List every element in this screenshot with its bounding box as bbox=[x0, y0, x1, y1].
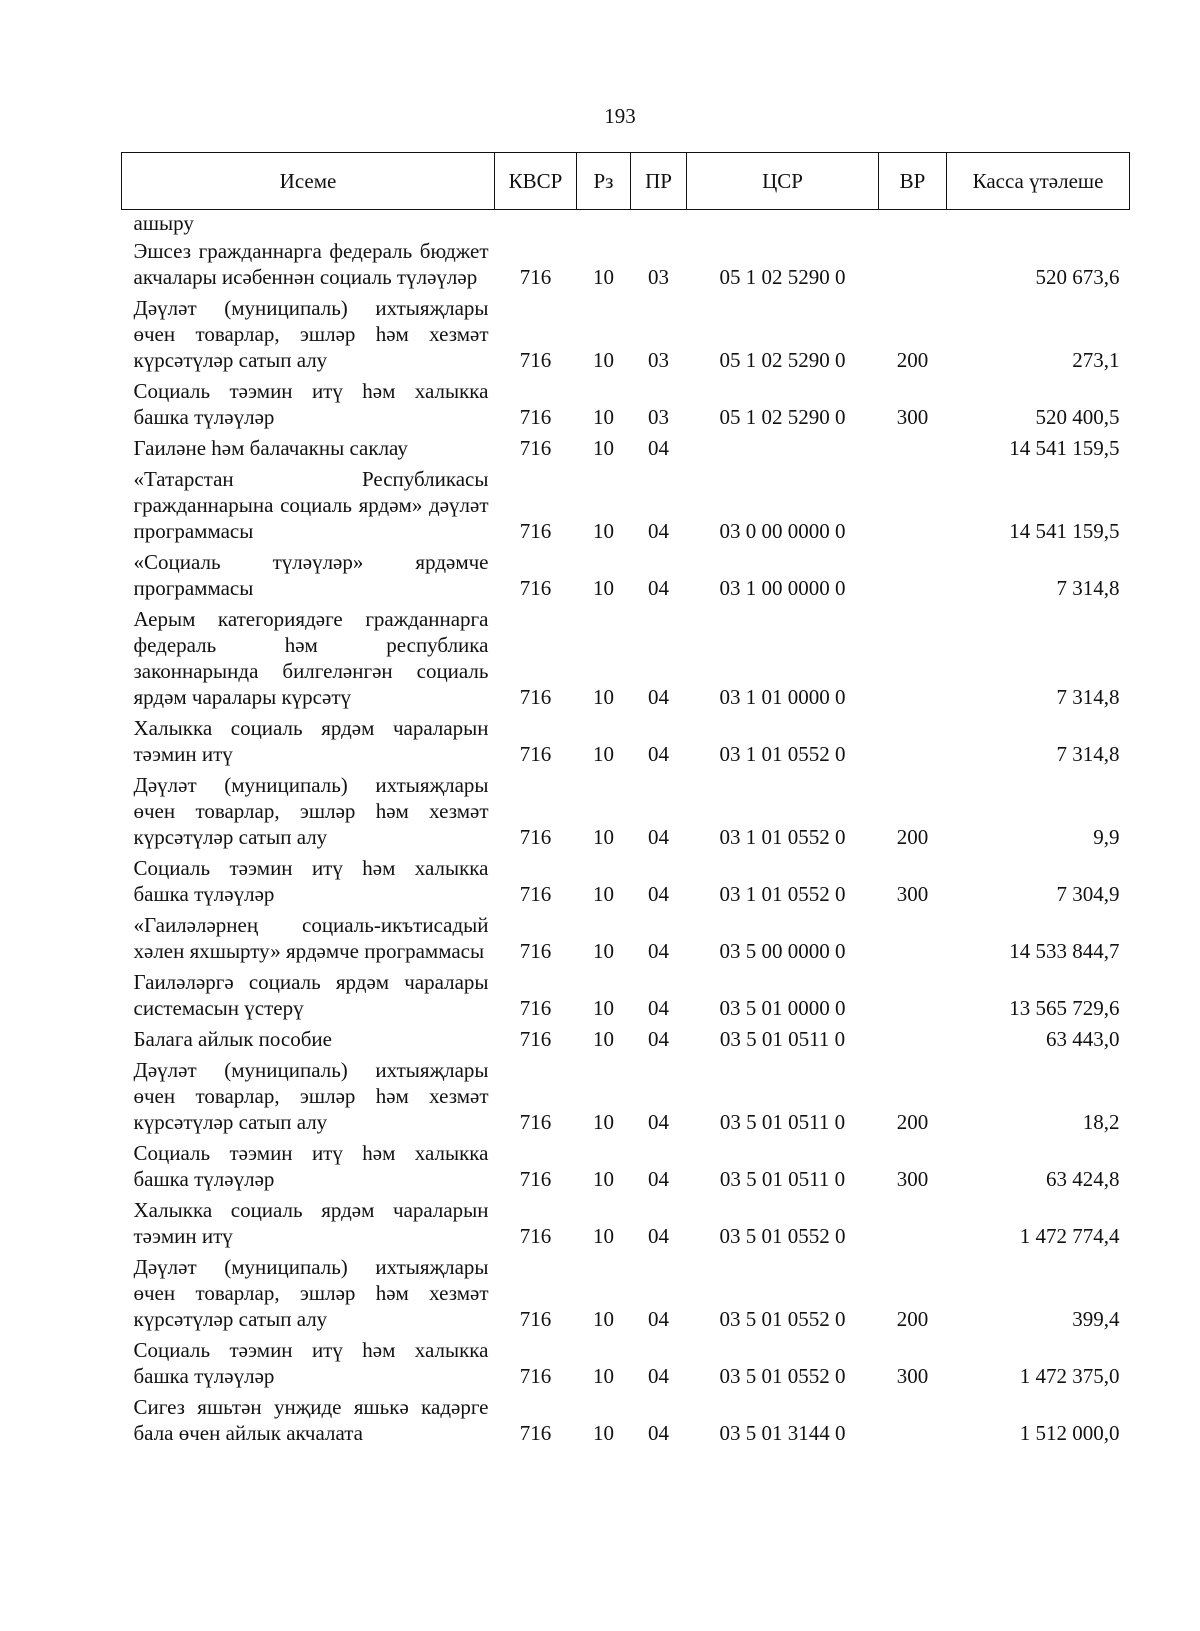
cell-rz: 10 bbox=[593, 882, 614, 906]
cell-pr: 04 bbox=[648, 1167, 669, 1191]
cell-vr bbox=[879, 1392, 947, 1449]
cell-pr: 03 bbox=[648, 265, 669, 289]
column-header-name: Исеме bbox=[122, 153, 495, 210]
cell-rz: 10 bbox=[593, 825, 614, 849]
cell-rz: 10 bbox=[593, 1027, 614, 1051]
cell-vr bbox=[879, 433, 947, 464]
cell-vr: 300 bbox=[896, 405, 929, 429]
table-row bbox=[122, 1392, 1130, 1449]
table-row bbox=[122, 547, 1130, 604]
cell-name: Сигез яшьтән унҗиде яшькә кадәрге бала өчен айлык акчалата bbox=[133, 1395, 489, 1445]
cell-amount: 9,9 bbox=[1093, 825, 1120, 849]
cell-name: Социаль тәэмин итү һәм халыкка башка түләүләр bbox=[133, 856, 489, 906]
cell-name: Социаль тәэмин итү һәм халыкка башка түләүләр bbox=[133, 1141, 489, 1191]
cell-rz: 10 bbox=[593, 1224, 614, 1248]
cell-vr bbox=[879, 236, 947, 293]
cell-pr: 04 bbox=[648, 576, 669, 600]
cell-kvsr: 716 bbox=[519, 519, 552, 543]
cell-csr: 03 1 01 0000 0 bbox=[719, 685, 846, 709]
column-header-pr: ПР bbox=[631, 153, 687, 210]
cell-name: Эшсез гражданнарга федераль бюджет акчалары исәбеннән социаль түләүләр bbox=[133, 239, 489, 289]
cell-kvsr: 716 bbox=[519, 1364, 552, 1388]
cell-name: Балага айлык пособие bbox=[133, 1027, 332, 1051]
cell-pr: 03 bbox=[648, 405, 669, 429]
table-row bbox=[122, 713, 1130, 770]
cell-vr: 200 bbox=[896, 348, 929, 372]
cell-name: Дәүләт (муниципаль) ихтыяҗлары өчен товарлар, эшләр һәм хезмәт күрсәтүләр сатып алу bbox=[133, 773, 489, 849]
table-row bbox=[122, 853, 1130, 910]
cell-name: «Социаль түләүләр» ярдәмче программасы bbox=[133, 550, 489, 600]
column-header-rz: Рз bbox=[577, 153, 631, 210]
cell-name: Гаиләне һәм балачакны саклау bbox=[133, 436, 408, 460]
table-row bbox=[122, 1335, 1130, 1392]
cell-vr bbox=[879, 713, 947, 770]
cell-csr: 03 5 01 0511 0 bbox=[719, 1167, 846, 1191]
cell-rz: 10 bbox=[593, 1307, 614, 1331]
cell-amount: 273,1 bbox=[1072, 348, 1120, 372]
page-number: 193 bbox=[604, 104, 636, 128]
cell-amount: 7 314,8 bbox=[1056, 576, 1120, 600]
cell-rz: 10 bbox=[593, 1364, 614, 1388]
cell-kvsr: 716 bbox=[519, 265, 552, 289]
cell-amount: 520 400,5 bbox=[1035, 405, 1120, 429]
column-header-kvsr: КВСР bbox=[495, 153, 577, 210]
cell-vr: 300 bbox=[896, 882, 929, 906]
cell-csr: 03 0 00 0000 0 bbox=[719, 519, 846, 543]
cell-amount: 520 673,6 bbox=[1035, 265, 1120, 289]
table-row bbox=[122, 770, 1130, 853]
cell-pr: 04 bbox=[648, 996, 669, 1020]
cell-csr: 03 5 01 0000 0 bbox=[719, 996, 846, 1020]
cell-name: «Гаиләләрнең социаль-икътисадый хәлен яхшырту» ярдәмче программасы bbox=[133, 913, 489, 963]
cell-pr: 04 bbox=[648, 436, 669, 460]
cell-name: Гаиләләргә социаль ярдәм чаралары системасын үстерү bbox=[133, 970, 489, 1020]
cell-csr: 03 5 00 0000 0 bbox=[719, 939, 846, 963]
cell-rz: 10 bbox=[593, 519, 614, 543]
cell-pr: 04 bbox=[648, 742, 669, 766]
column-header-amount: Касса үтәлеше bbox=[947, 153, 1130, 210]
cell-pr: 03 bbox=[648, 348, 669, 372]
table-row bbox=[122, 967, 1130, 1024]
table-row bbox=[122, 433, 1130, 464]
cell-kvsr: 716 bbox=[519, 825, 552, 849]
cell-amount: 18,2 bbox=[1082, 1110, 1120, 1134]
cell-csr: 03 5 01 0552 0 bbox=[719, 1307, 846, 1331]
cell-pr: 04 bbox=[648, 1110, 669, 1134]
cell-csr: 03 5 01 0552 0 bbox=[719, 1364, 846, 1388]
cell-kvsr: 716 bbox=[519, 348, 552, 372]
cell-name: Аерым категориядәге гражданнарга федераль һәм республика законнарында билгеләнгән социаль ярдәм чаралары күрсәтү bbox=[133, 607, 489, 709]
table-row bbox=[122, 1195, 1130, 1252]
cell-pr: 04 bbox=[648, 685, 669, 709]
cell-rz: 10 bbox=[593, 996, 614, 1020]
cell-kvsr: 716 bbox=[519, 1027, 552, 1051]
table-row bbox=[122, 1252, 1130, 1335]
cell-csr: 03 5 01 3144 0 bbox=[719, 1421, 846, 1445]
cell-pr: 04 bbox=[648, 1027, 669, 1051]
cell-rz: 10 bbox=[593, 1167, 614, 1191]
cell-csr bbox=[687, 433, 879, 464]
cell-amount: 63 443,0 bbox=[1046, 1027, 1120, 1051]
continuation-text: ашыру bbox=[133, 211, 194, 235]
cell-rz: 10 bbox=[593, 405, 614, 429]
table-row bbox=[122, 236, 1130, 293]
cell-kvsr: 716 bbox=[519, 1167, 552, 1191]
table-row bbox=[122, 1138, 1130, 1195]
cell-vr bbox=[879, 1024, 947, 1055]
table-row bbox=[122, 604, 1130, 713]
cell-amount: 14 541 159,5 bbox=[1009, 519, 1120, 543]
cell-csr: 03 1 01 0552 0 bbox=[719, 742, 846, 766]
cell-vr bbox=[879, 464, 947, 547]
cell-csr: 05 1 02 5290 0 bbox=[719, 405, 846, 429]
cell-amount: 1 472 774,4 bbox=[1019, 1224, 1120, 1248]
cell-amount: 13 565 729,6 bbox=[1009, 996, 1120, 1020]
table-body bbox=[122, 210, 1130, 1450]
table-row-continuation bbox=[122, 210, 1130, 237]
cell-vr bbox=[879, 967, 947, 1024]
cell-kvsr: 716 bbox=[519, 882, 552, 906]
cell-amount: 1 472 375,0 bbox=[1019, 1364, 1120, 1388]
cell-pr: 04 bbox=[648, 1364, 669, 1388]
cell-rz: 10 bbox=[593, 436, 614, 460]
table-row bbox=[122, 293, 1130, 376]
cell-rz: 10 bbox=[593, 742, 614, 766]
cell-pr: 04 bbox=[648, 1421, 669, 1445]
cell-rz: 10 bbox=[593, 1110, 614, 1134]
cell-kvsr: 716 bbox=[519, 576, 552, 600]
cell-csr: 03 5 01 0552 0 bbox=[719, 1224, 846, 1248]
cell-amount: 14 541 159,5 bbox=[1009, 436, 1120, 460]
cell-amount: 399,4 bbox=[1072, 1307, 1120, 1331]
cell-csr: 03 1 01 0552 0 bbox=[719, 882, 846, 906]
cell-kvsr: 716 bbox=[519, 939, 552, 963]
cell-name: Халыкка социаль ярдәм чараларын тәэмин итү bbox=[133, 1198, 489, 1248]
cell-vr bbox=[879, 1195, 947, 1252]
cell-amount: 63 424,8 bbox=[1046, 1167, 1120, 1191]
cell-name: Дәүләт (муниципаль) ихтыяҗлары өчен товарлар, эшләр һәм хезмәт күрсәтүләр сатып алу bbox=[133, 296, 489, 372]
cell-rz: 10 bbox=[593, 685, 614, 709]
cell-vr: 200 bbox=[896, 825, 929, 849]
cell-vr bbox=[879, 910, 947, 967]
table-row bbox=[122, 1055, 1130, 1138]
cell-csr: 05 1 02 5290 0 bbox=[719, 265, 846, 289]
cell-csr: 03 5 01 0511 0 bbox=[719, 1027, 846, 1051]
cell-rz: 10 bbox=[593, 576, 614, 600]
budget-table bbox=[121, 152, 1130, 1449]
cell-kvsr: 716 bbox=[519, 685, 552, 709]
cell-rz: 10 bbox=[593, 348, 614, 372]
table-header bbox=[122, 153, 1130, 210]
cell-rz: 10 bbox=[593, 1421, 614, 1445]
cell-name: Дәүләт (муниципаль) ихтыяҗлары өчен товарлар, эшләр һәм хезмәт күрсәтүләр сатып алу bbox=[133, 1058, 489, 1134]
cell-amount: 1 512 000,0 bbox=[1019, 1421, 1120, 1445]
cell-amount: 14 533 844,7 bbox=[1009, 939, 1120, 963]
cell-pr: 04 bbox=[648, 519, 669, 543]
cell-rz: 10 bbox=[593, 265, 614, 289]
cell-name: «Татарстан Республикасы гражданнарына социаль ярдәм» дәүләт программасы bbox=[133, 467, 489, 543]
cell-name: Социаль тәэмин итү һәм халыкка башка түләүләр bbox=[133, 1338, 489, 1388]
cell-kvsr: 716 bbox=[519, 742, 552, 766]
cell-kvsr: 716 bbox=[519, 1307, 552, 1331]
table-row bbox=[122, 376, 1130, 433]
cell-csr: 03 1 01 0552 0 bbox=[719, 825, 846, 849]
cell-kvsr: 716 bbox=[519, 1110, 552, 1134]
cell-pr: 04 bbox=[648, 1307, 669, 1331]
cell-name: Халыкка социаль ярдәм чараларын тәэмин итү bbox=[133, 716, 489, 766]
table-row bbox=[122, 910, 1130, 967]
column-header-vr: ВР bbox=[879, 153, 947, 210]
cell-name: Социаль тәэмин итү һәм халыкка башка түләүләр bbox=[133, 379, 489, 429]
cell-pr: 04 bbox=[648, 825, 669, 849]
cell-pr: 04 bbox=[648, 939, 669, 963]
cell-csr: 05 1 02 5290 0 bbox=[719, 348, 846, 372]
cell-csr: 03 5 01 0511 0 bbox=[719, 1110, 846, 1134]
cell-name: Дәүләт (муниципаль) ихтыяҗлары өчен товарлар, эшләр һәм хезмәт күрсәтүләр сатып алу bbox=[133, 1255, 489, 1331]
cell-vr: 200 bbox=[896, 1110, 929, 1134]
cell-amount: 7 304,9 bbox=[1056, 882, 1120, 906]
cell-kvsr: 716 bbox=[519, 996, 552, 1020]
cell-vr: 300 bbox=[896, 1364, 929, 1388]
cell-kvsr: 716 bbox=[519, 405, 552, 429]
cell-pr: 04 bbox=[648, 882, 669, 906]
cell-csr: 03 1 00 0000 0 bbox=[719, 576, 846, 600]
cell-vr: 300 bbox=[896, 1167, 929, 1191]
cell-kvsr: 716 bbox=[519, 1421, 552, 1445]
cell-kvsr: 716 bbox=[519, 1224, 552, 1248]
cell-pr: 04 bbox=[648, 1224, 669, 1248]
cell-vr bbox=[879, 604, 947, 713]
cell-rz: 10 bbox=[593, 939, 614, 963]
table-row bbox=[122, 1024, 1130, 1055]
cell-vr bbox=[879, 547, 947, 604]
table-row bbox=[122, 464, 1130, 547]
cell-kvsr: 716 bbox=[519, 436, 552, 460]
column-header-csr: ЦСР bbox=[687, 153, 879, 210]
cell-vr: 200 bbox=[896, 1307, 929, 1331]
cell-amount: 7 314,8 bbox=[1056, 685, 1120, 709]
cell-amount: 7 314,8 bbox=[1056, 742, 1120, 766]
